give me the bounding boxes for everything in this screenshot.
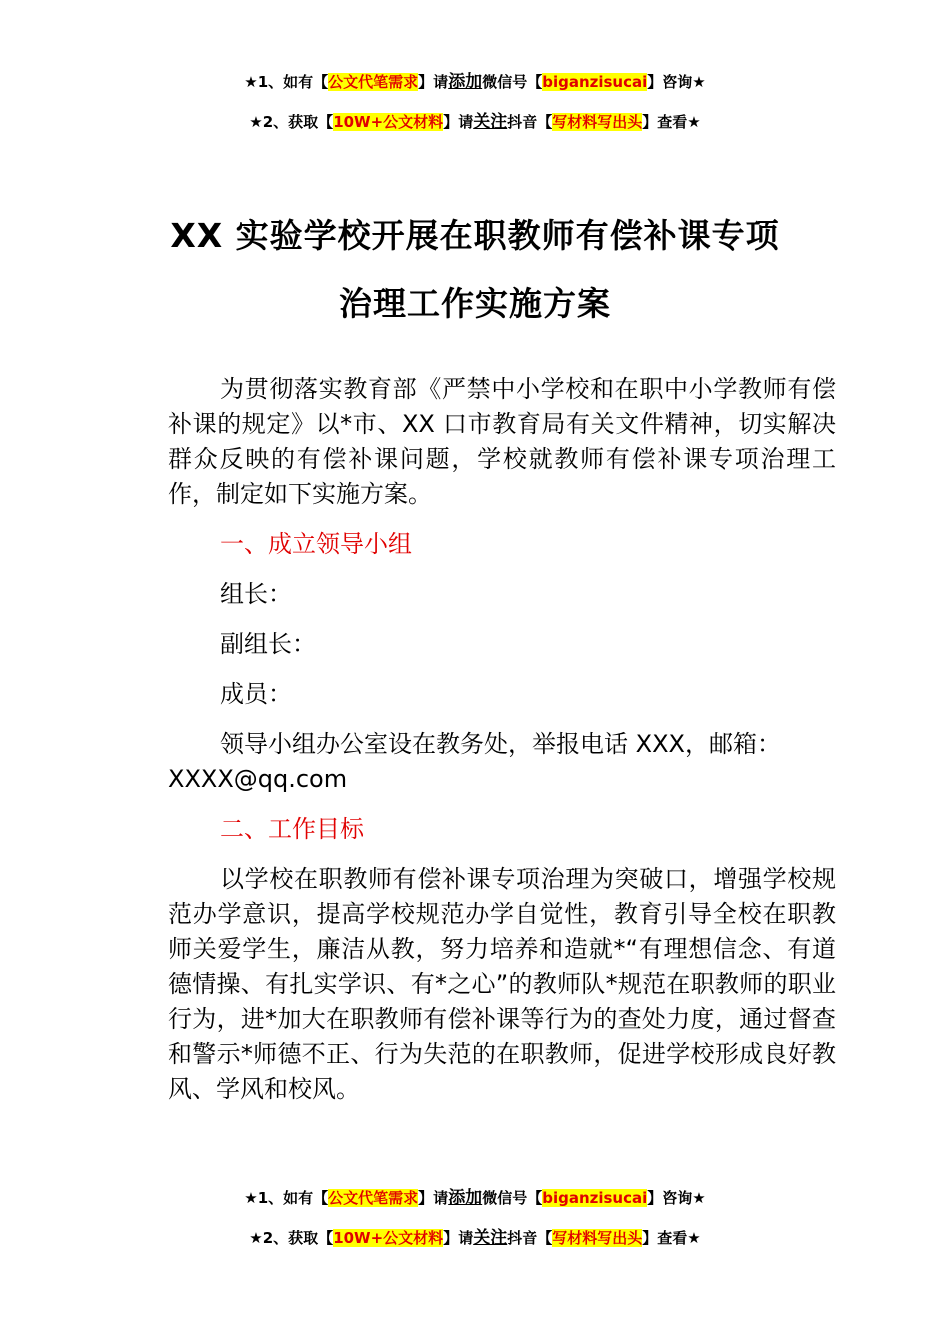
promo-line-2-top [0,112,950,132]
promo-underline: 添加 [448,1188,483,1208]
deputy-leader-line: 副组长： [220,630,316,658]
promo-text: 】请 [418,1189,449,1207]
promo-highlight: 写材料写出头 [552,1229,643,1247]
document-title-line-1: XX 实验学校开展在职教师有偿补课专项 [170,216,780,255]
promo-highlight: 10W+公文材料 [333,113,444,131]
promo-line-1-bottom [0,1188,950,1208]
promo-underline: 关注 [473,112,508,132]
promo-text: 】请 [443,113,474,131]
promo-line-2-bottom [0,1228,950,1248]
members-line: 成员： [220,680,292,708]
promo-text: 抖音【 [507,1229,553,1247]
promo-text: 】请 [443,1229,474,1247]
document-title-line-2: 治理工作实施方案 [339,284,611,323]
promo-text: ★2、获取【 [249,113,334,131]
promo-highlight: 10W+公文材料 [333,1229,444,1247]
promo-text: 微信号【 [482,73,543,91]
promo-line-1-top [0,72,950,92]
promo-text: ★2、获取【 [249,1229,334,1247]
section-heading-leadership-group: 一、成立领导小组 [220,530,412,558]
promo-text: 抖音【 [507,113,553,131]
promo-text: 微信号【 [482,1189,543,1207]
promo-text: 】咨询★ [647,1189,706,1207]
promo-highlight: biganzisucai [542,1189,648,1207]
promo-highlight: biganzisucai [542,73,648,91]
promo-highlight: 写材料写出头 [552,113,643,131]
promo-text: 】咨询★ [647,73,706,91]
office-email: XXXX@qq.com [168,765,348,793]
promo-text: 】查看★ [642,1229,701,1247]
promo-underline: 关注 [473,1228,508,1248]
promo-highlight: 公文代笔需求 [328,1189,419,1207]
office-line: 领导小组办公室设在教务处，举报电话 XXX，邮箱： [220,730,781,758]
promo-text: ★1、如有【 [244,1189,329,1207]
promo-highlight: 公文代笔需求 [328,73,419,91]
leader-line: 组长： [220,580,292,608]
intro-paragraph: 为贯彻落实教育部《严禁中小学校和在职中小学教师有偿补课的规定》以*市、XX 口市教育局有关文件精神，切实解决群众反映的有偿补课问题，学校就教师有偿补课专项治理工作，制定如下实施方案。 [168,375,836,508]
goal-paragraph: 以学校在职教师有偿补课专项治理为突破口，增强学校规范办学意识，提高学校规范办学自觉性，教育引导全校在职教师关爱学生，廉洁从教，努力培养和造就*“有理想信念、有道德情操、有扎实学识、有*之心”的教师队*规范在职教师的职业行为，进*加大在职教师有偿补课等行为的查处力度，通过督查和警示*师德不正、行为失范的在职教师，促进学校形成良好教风、学风和校风。 [168,865,836,1103]
promo-text: ★1、如有【 [244,73,329,91]
promo-text: 】请 [418,73,449,91]
section-heading-work-goals: 二、工作目标 [220,815,364,843]
document-body [168,372,836,1107]
promo-text: 】查看★ [642,113,701,131]
promo-underline: 添加 [448,72,483,92]
